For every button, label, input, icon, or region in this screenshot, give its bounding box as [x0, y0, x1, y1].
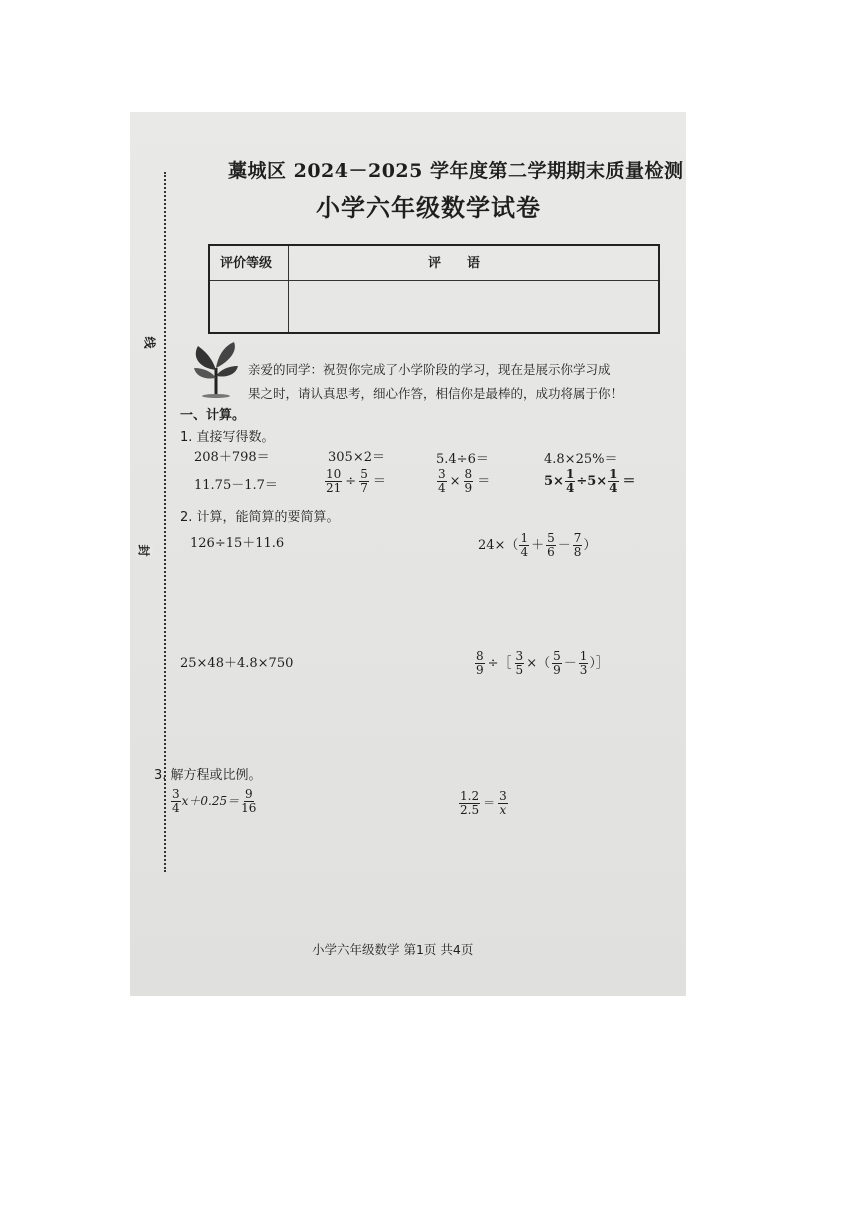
q1-item-8: 5× $\frac{1}{4}$ ÷5× $\frac{1}{4}$ ＝: [544, 467, 636, 495]
fraction: $\frac{3}{4}$: [172, 787, 180, 815]
fraction: $\frac{9}{16}$: [241, 787, 257, 815]
q1-title: 1. 直接写得数。: [180, 430, 275, 445]
q1-item-6: $\frac{10}{21}$ ÷ $\frac{5}{7}$ ＝: [326, 467, 386, 495]
fraction: $\frac{1}{4}$: [520, 531, 529, 559]
fraction: $\frac{1}{4}$: [609, 467, 618, 495]
q1-item-7: $\frac{3}{4}$ × $\frac{8}{9}$ ＝: [438, 467, 491, 495]
page-footer: 小学六年级数学 第1页 共4页: [312, 942, 474, 957]
fraction: $\frac{8}{9}$: [476, 649, 484, 677]
binding-char-xian: 线: [142, 336, 157, 349]
q3-equation-2: $\frac{1.2}{2.5}$ ＝ $\frac{3}{x}$: [460, 789, 507, 817]
q2-expr-4: $\frac{8}{9}$ ÷［ $\frac{3}{5}$ ×（ $\frac{5}{9}$ － $\frac{1}{3}$ ）］: [476, 649, 609, 677]
q1-item-2: 305×2＝: [328, 450, 385, 465]
exam-paper-photo: [130, 112, 686, 996]
grade-level-header: 评价等级: [220, 256, 273, 271]
fraction: $\frac{3}{x}$: [499, 789, 507, 817]
grade-table: [208, 244, 660, 334]
fraction: $\frac{3}{5}$: [515, 649, 524, 677]
q3-equation-1: $\frac{3}{4}$ x＋0.25＝ $\frac{9}{16}$: [172, 787, 257, 815]
fraction: $\frac{1}{4}$: [565, 467, 575, 495]
q3-title: 3. 解方程或比例。: [154, 768, 262, 783]
plant-mascot-icon: [188, 338, 244, 398]
q2-expr-3: 25×48＋4.8×750: [180, 656, 294, 671]
q2-title: 2. 计算，能简算的要简算。: [180, 510, 340, 525]
binding-char-feng: 封: [136, 544, 151, 557]
q2-expr-1: 126÷15＋11.6: [190, 536, 285, 551]
fraction: $\frac{3}{4}$: [438, 467, 446, 495]
greeting-line-1: 亲爱的同学：祝贺你完成了小学阶段的学习，现在是展示你学习成: [248, 362, 611, 377]
exam-title: 藁城区 2024－2025 学年度第二学期期末质量检测: [228, 160, 684, 182]
binding-dotted-line: [164, 172, 166, 872]
q1-item-5: 11.75－1.7＝: [194, 478, 278, 493]
fraction: $\frac{5}{9}$: [553, 649, 561, 677]
fraction: $\frac{8}{9}$: [464, 467, 473, 495]
exam-subtitle: 小学六年级数学试卷: [316, 193, 541, 222]
fraction: $\frac{5}{7}$: [360, 467, 368, 495]
q1-item-3: 5.4÷6＝: [436, 452, 489, 467]
fraction: $\frac{5}{6}$: [547, 531, 555, 559]
fraction: $\frac{10}{21}$: [326, 467, 342, 495]
fraction: $\frac{1}{3}$: [579, 649, 588, 677]
greeting-line-2: 果之时，请认真思考，细心作答，相信你是最棒的，成功将属于你！: [248, 386, 624, 401]
comment-header: 评语: [428, 256, 507, 271]
grade-table-divider: [288, 246, 289, 332]
q2-expr-2: 24×（ $\frac{1}{4}$ ＋ $\frac{5}{6}$ － $\frac{7}{8}$ ）: [478, 531, 597, 559]
q1-item-4: 4.8×25%＝: [544, 452, 618, 467]
fraction: $\frac{7}{8}$: [573, 531, 582, 559]
section-1-title: 一、计算。: [180, 408, 246, 423]
fraction: $\frac{1.2}{2.5}$: [460, 789, 480, 817]
q1-item-1: 208＋798＝: [194, 450, 270, 465]
